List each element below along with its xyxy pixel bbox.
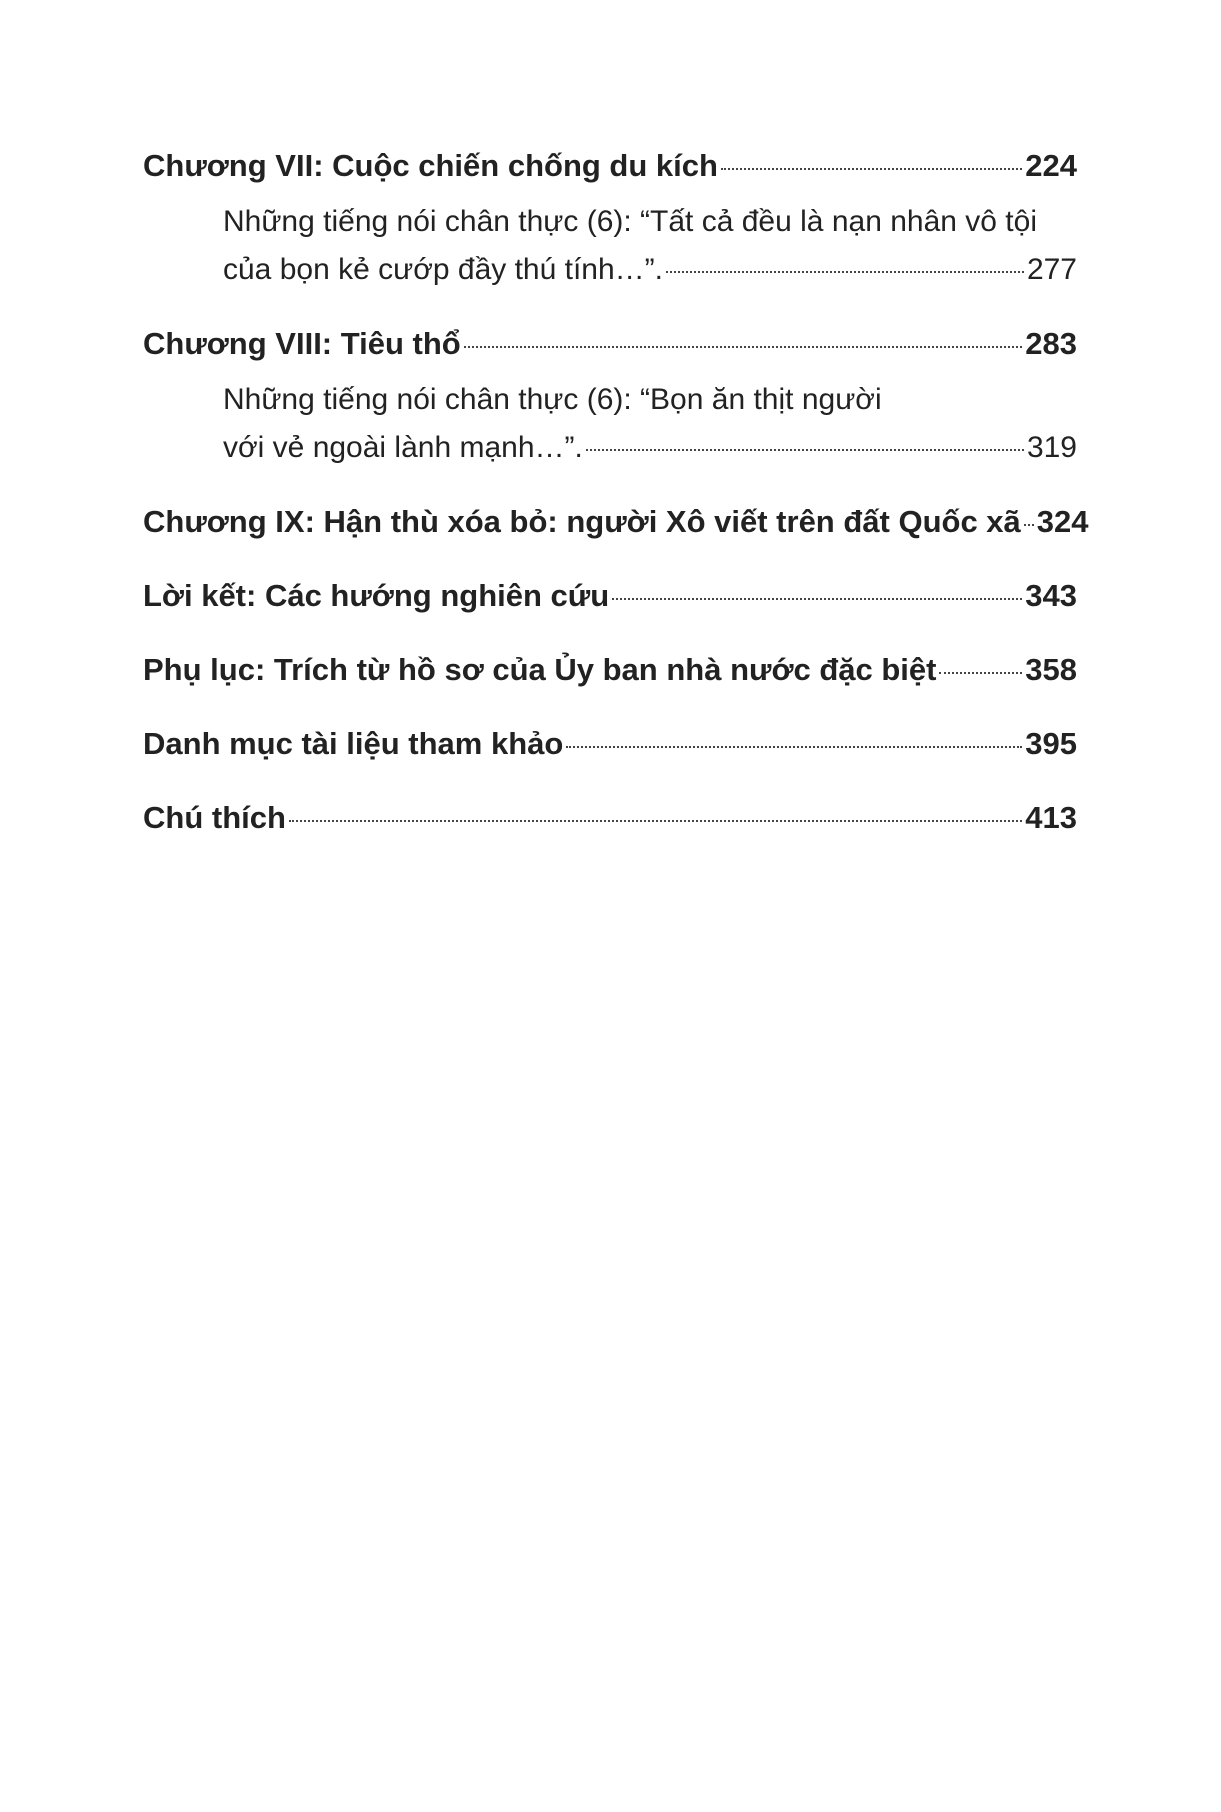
toc-entry-notes[interactable] [143,794,1077,842]
toc-entry-title-line2: với vẻ ngoài lành mạnh…”. [223,431,583,464]
dot-leader [1024,524,1034,526]
dot-leader [939,672,1022,674]
toc-entry-page: 413 [1025,800,1077,835]
toc-entry-title: Chương VII: Cuộc chiến chống du kích [143,148,718,183]
toc-entry-title: Chương IX: Hận thù xóa bỏ: người Xô viết trên đất Quốc xã [143,504,1021,539]
toc-entry-chapter-8[interactable] [143,320,1077,368]
toc-entry-page: 324 [1036,504,1089,539]
toc-entry-title: Chú thích [143,800,286,835]
toc-entry-title-line2: của bọn kẻ cướp đầy thú tính…”. [223,253,663,286]
toc-entry-page: 224 [1025,148,1077,183]
toc-entry-page: 395 [1025,726,1077,761]
toc-entry-chapter-9[interactable] [143,498,1089,546]
toc-entry-page: 319 [1026,431,1077,464]
toc-entry-chapter-7-voices[interactable] [143,198,1077,294]
dot-leader [721,168,1022,170]
dot-leader [586,449,1024,451]
toc-entry-title-line1: Những tiếng nói chân thực (6): “Bọn ăn thịt người [223,383,882,416]
toc-entry-page: 343 [1025,578,1077,613]
dot-leader [666,271,1024,273]
toc-entry-appendix[interactable] [143,646,1077,694]
dot-leader [289,820,1022,822]
toc-entry-page: 277 [1026,253,1077,286]
toc-entry-title: Lời kết: Các hướng nghiên cứu [143,578,610,613]
toc-entry-page: 283 [1025,326,1077,361]
table-of-contents [143,142,1089,842]
toc-entry-title: Phụ lục: Trích từ hồ sơ của Ủy ban nhà nước đặc biệt [143,652,937,687]
dot-leader [566,746,1022,748]
dot-leader [612,598,1022,600]
toc-entry-page: 358 [1025,652,1077,687]
toc-entry-chapter-8-voices[interactable] [143,376,1077,472]
toc-entry-chapter-7[interactable] [143,142,1077,190]
toc-entry-title: Danh mục tài liệu tham khảo [143,726,564,761]
toc-entry-bibliography[interactable] [143,720,1077,768]
dot-leader [464,346,1023,348]
toc-entry-title: Chương VIII: Tiêu thổ [143,326,461,361]
toc-entry-title-line1: Những tiếng nói chân thực (6): “Tất cả đều là nạn nhân vô tội [223,205,1037,238]
toc-entry-epilogue[interactable] [143,572,1077,620]
